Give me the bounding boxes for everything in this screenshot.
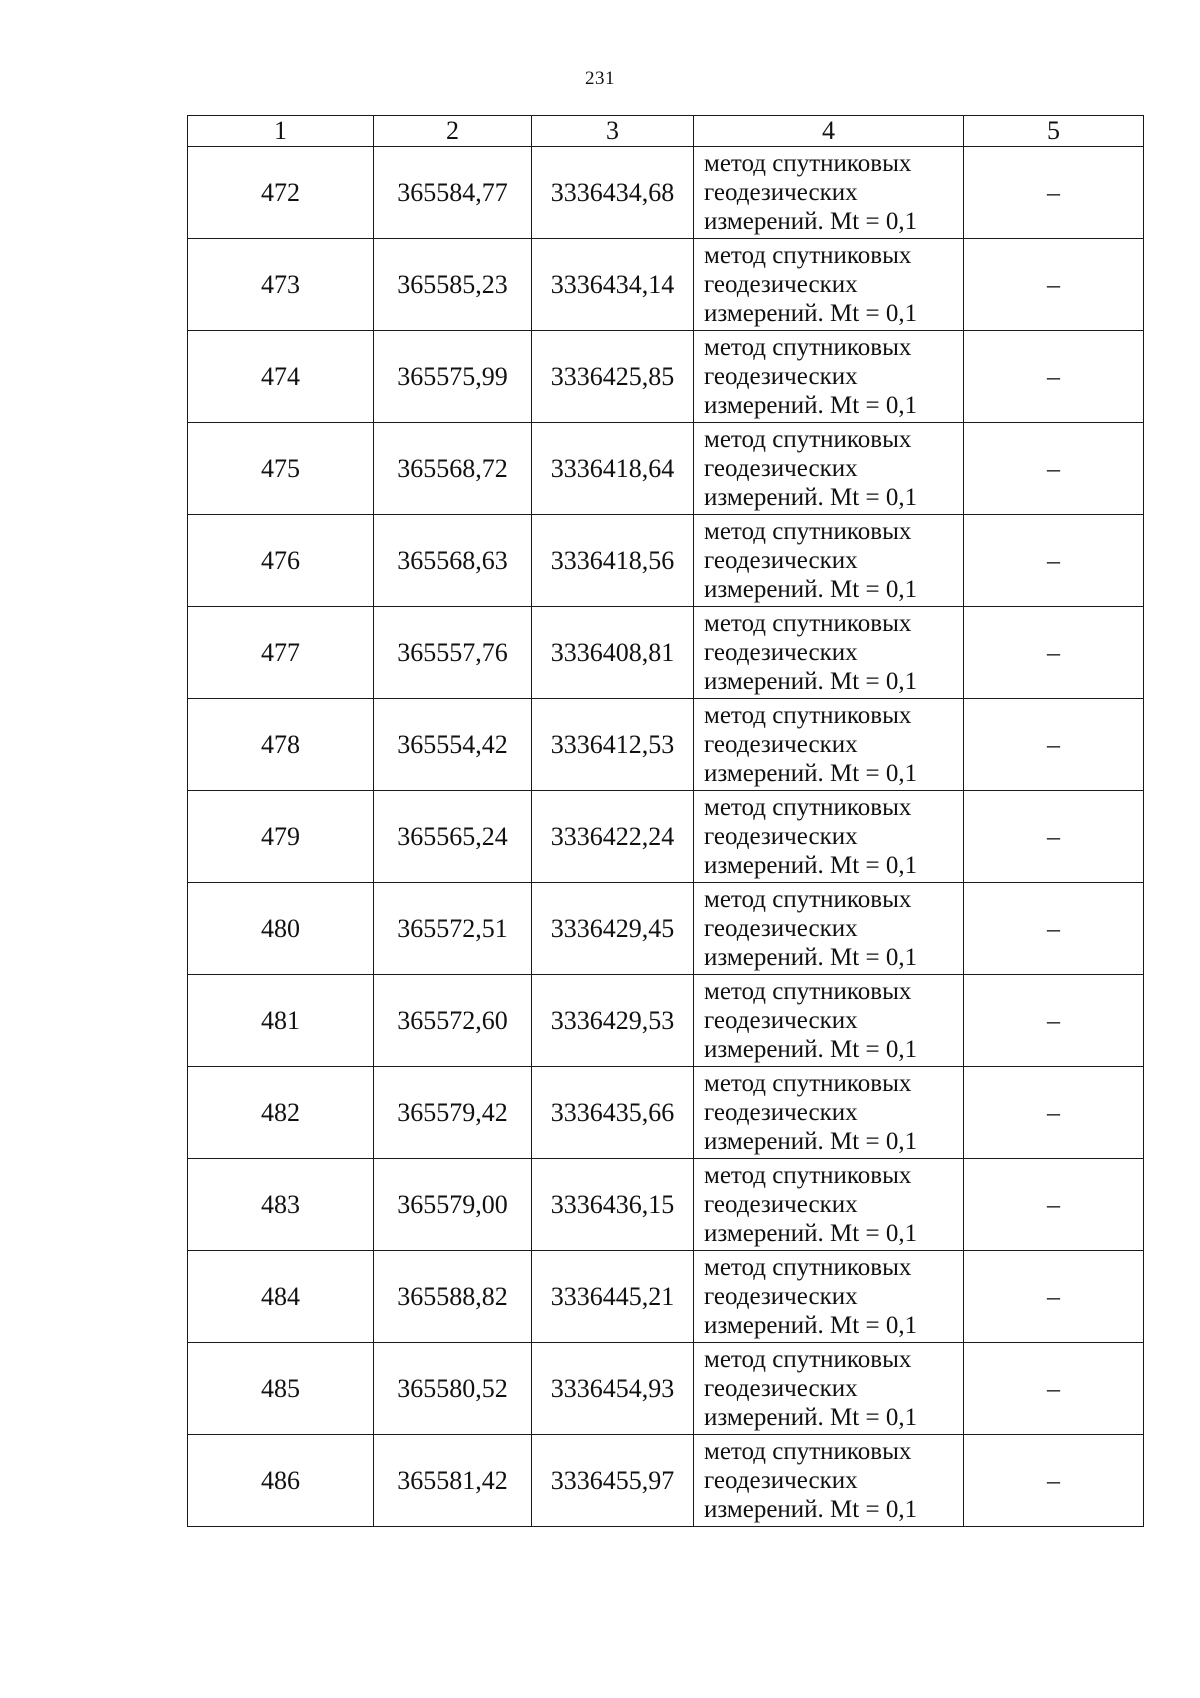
table-row <box>188 1343 1144 1435</box>
note-cell: – <box>964 515 1144 607</box>
x-coordinate-cell: 365579,42 <box>374 1067 532 1159</box>
y-coordinate-cell: 3336418,64 <box>532 423 694 515</box>
method-line: геодезических <box>704 179 858 206</box>
table-row <box>188 607 1144 699</box>
method-line: геодезических <box>704 1099 858 1126</box>
method-cell <box>694 1435 964 1527</box>
method-line: измерений. Mt = 0,1 <box>704 392 918 419</box>
x-coordinate-cell: 365565,24 <box>374 791 532 883</box>
table-body <box>188 147 1144 1527</box>
point-number-cell: 485 <box>188 1343 374 1435</box>
note-cell: – <box>964 883 1144 975</box>
point-number-cell: 477 <box>188 607 374 699</box>
coordinates-table <box>187 115 1144 1527</box>
method-line: измерений. Mt = 0,1 <box>704 1128 918 1155</box>
point-number-cell: 481 <box>188 975 374 1067</box>
method-line: метод спутниковых <box>704 150 912 177</box>
note-cell: – <box>964 1159 1144 1251</box>
table-row <box>188 1251 1144 1343</box>
note-cell: – <box>964 1435 1144 1527</box>
x-coordinate-cell: 365568,63 <box>374 515 532 607</box>
method-line: метод спутниковых <box>704 518 912 545</box>
method-line: метод спутниковых <box>704 702 912 729</box>
method-line: измерений. Mt = 0,1 <box>704 1312 918 1339</box>
method-line: метод спутниковых <box>704 794 912 821</box>
method-cell <box>694 883 964 975</box>
method-line: метод спутниковых <box>704 1162 912 1189</box>
y-coordinate-cell: 3336412,53 <box>532 699 694 791</box>
method-cell <box>694 699 964 791</box>
method-line: измерений. Mt = 0,1 <box>704 668 918 695</box>
note-cell: – <box>964 1067 1144 1159</box>
table-row <box>188 1159 1144 1251</box>
method-line: метод спутниковых <box>704 426 912 453</box>
y-coordinate-cell: 3336455,97 <box>532 1435 694 1527</box>
method-line: метод спутниковых <box>704 1346 912 1373</box>
method-cell <box>694 147 964 239</box>
point-number-cell: 476 <box>188 515 374 607</box>
header-col-2: 2 <box>374 116 532 147</box>
header-col-4: 4 <box>694 116 964 147</box>
method-line: измерений. Mt = 0,1 <box>704 484 918 511</box>
note-cell: – <box>964 607 1144 699</box>
method-line: измерений. Mt = 0,1 <box>704 852 918 879</box>
table-row <box>188 883 1144 975</box>
x-coordinate-cell: 365588,82 <box>374 1251 532 1343</box>
y-coordinate-cell: 3336408,81 <box>532 607 694 699</box>
method-cell <box>694 607 964 699</box>
note-cell: – <box>964 1251 1144 1343</box>
table-row <box>188 975 1144 1067</box>
y-coordinate-cell: 3336436,15 <box>532 1159 694 1251</box>
note-cell: – <box>964 423 1144 515</box>
header-col-5: 5 <box>964 116 1144 147</box>
method-cell <box>694 1343 964 1435</box>
method-line: геодезических <box>704 915 858 942</box>
method-line: геодезических <box>704 1375 858 1402</box>
x-coordinate-cell: 365584,77 <box>374 147 532 239</box>
method-cell <box>694 423 964 515</box>
method-line: метод спутниковых <box>704 1254 912 1281</box>
point-number-cell: 483 <box>188 1159 374 1251</box>
method-line: геодезических <box>704 363 858 390</box>
y-coordinate-cell: 3336429,53 <box>532 975 694 1067</box>
point-number-cell: 482 <box>188 1067 374 1159</box>
point-number-cell: 475 <box>188 423 374 515</box>
method-line: геодезических <box>704 547 858 574</box>
method-line: измерений. Mt = 0,1 <box>704 1036 918 1063</box>
method-cell <box>694 239 964 331</box>
method-line: метод спутниковых <box>704 334 912 361</box>
x-coordinate-cell: 365557,76 <box>374 607 532 699</box>
note-cell: – <box>964 239 1144 331</box>
table-row <box>188 699 1144 791</box>
x-coordinate-cell: 365554,42 <box>374 699 532 791</box>
x-coordinate-cell: 365581,42 <box>374 1435 532 1527</box>
table-row <box>188 423 1144 515</box>
table-row <box>188 331 1144 423</box>
table-row <box>188 791 1144 883</box>
method-cell <box>694 1067 964 1159</box>
table-row <box>188 239 1144 331</box>
note-cell: – <box>964 699 1144 791</box>
x-coordinate-cell: 365580,52 <box>374 1343 532 1435</box>
note-cell: – <box>964 147 1144 239</box>
header-col-1: 1 <box>188 116 374 147</box>
note-cell: – <box>964 331 1144 423</box>
point-number-cell: 479 <box>188 791 374 883</box>
y-coordinate-cell: 3336434,14 <box>532 239 694 331</box>
x-coordinate-cell: 365568,72 <box>374 423 532 515</box>
method-line: измерений. Mt = 0,1 <box>704 1404 918 1431</box>
method-cell <box>694 1251 964 1343</box>
method-line: геодезических <box>704 455 858 482</box>
method-line: метод спутниковых <box>704 242 912 269</box>
note-cell: – <box>964 1343 1144 1435</box>
y-coordinate-cell: 3336434,68 <box>532 147 694 239</box>
method-line: измерений. Mt = 0,1 <box>704 1496 918 1523</box>
method-cell <box>694 975 964 1067</box>
table-row <box>188 1435 1144 1527</box>
method-line: измерений. Mt = 0,1 <box>704 576 918 603</box>
x-coordinate-cell: 365575,99 <box>374 331 532 423</box>
method-line: геодезических <box>704 639 858 666</box>
method-cell <box>694 791 964 883</box>
method-line: геодезических <box>704 271 858 298</box>
note-cell: – <box>964 975 1144 1067</box>
method-line: метод спутниковых <box>704 1070 912 1097</box>
method-cell <box>694 1159 964 1251</box>
point-number-cell: 484 <box>188 1251 374 1343</box>
table-row <box>188 515 1144 607</box>
y-coordinate-cell: 3336429,45 <box>532 883 694 975</box>
point-number-cell: 486 <box>188 1435 374 1527</box>
method-line: геодезических <box>704 1467 858 1494</box>
point-number-cell: 480 <box>188 883 374 975</box>
x-coordinate-cell: 365572,60 <box>374 975 532 1067</box>
method-line: геодезических <box>704 823 858 850</box>
point-number-cell: 474 <box>188 331 374 423</box>
y-coordinate-cell: 3336445,21 <box>532 1251 694 1343</box>
y-coordinate-cell: 3336418,56 <box>532 515 694 607</box>
method-line: геодезических <box>704 1007 858 1034</box>
header-col-3: 3 <box>532 116 694 147</box>
method-line: измерений. Mt = 0,1 <box>704 208 918 235</box>
method-line: метод спутниковых <box>704 610 912 637</box>
page-number: 231 <box>585 68 615 89</box>
table-row <box>188 1067 1144 1159</box>
method-line: метод спутниковых <box>704 886 912 913</box>
point-number-cell: 473 <box>188 239 374 331</box>
method-line: геодезических <box>704 1191 858 1218</box>
method-line: метод спутниковых <box>704 1438 912 1465</box>
x-coordinate-cell: 365585,23 <box>374 239 532 331</box>
y-coordinate-cell: 3336454,93 <box>532 1343 694 1435</box>
method-line: измерений. Mt = 0,1 <box>704 944 918 971</box>
y-coordinate-cell: 3336425,85 <box>532 331 694 423</box>
method-line: геодезических <box>704 731 858 758</box>
point-number-cell: 472 <box>188 147 374 239</box>
method-line: метод спутниковых <box>704 978 912 1005</box>
method-cell <box>694 515 964 607</box>
table-row <box>188 147 1144 239</box>
table-header-row <box>188 116 1144 147</box>
y-coordinate-cell: 3336435,66 <box>532 1067 694 1159</box>
method-line: измерений. Mt = 0,1 <box>704 300 918 327</box>
point-number-cell: 478 <box>188 699 374 791</box>
method-line: геодезических <box>704 1283 858 1310</box>
x-coordinate-cell: 365579,00 <box>374 1159 532 1251</box>
note-cell: – <box>964 791 1144 883</box>
y-coordinate-cell: 3336422,24 <box>532 791 694 883</box>
method-cell <box>694 331 964 423</box>
x-coordinate-cell: 365572,51 <box>374 883 532 975</box>
method-line: измерений. Mt = 0,1 <box>704 1220 918 1247</box>
method-line: измерений. Mt = 0,1 <box>704 760 918 787</box>
